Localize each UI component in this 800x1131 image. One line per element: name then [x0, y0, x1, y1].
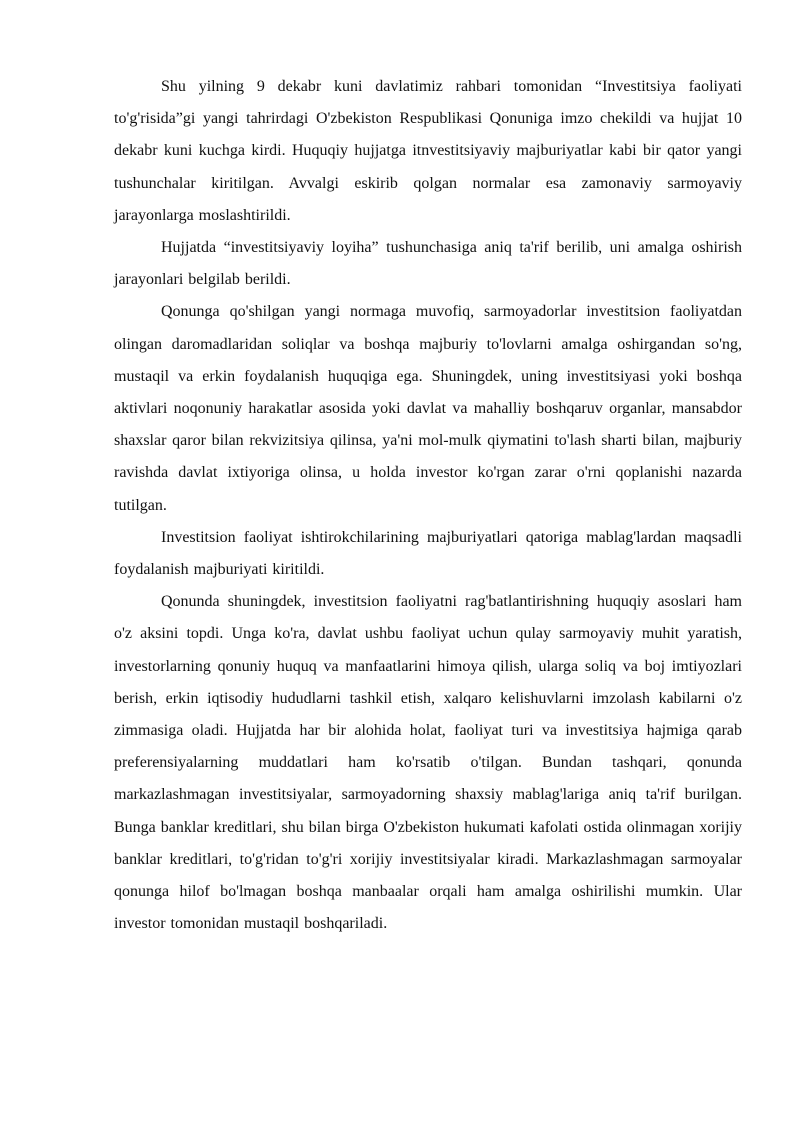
paragraph-legal-incentives: Qonunda shuningdek, investitsion faoliyatni rag'batlantirishning huquqiy asoslari ham o'z aksini topdi. Unga ko'ra, davlat ushbu faoliyat uchun qulay sarmoyaviy muhit yaratish, investorlarning qonuniy huquq va manfaatlarini himoya qilish, ularga soliq va boj imtiyozlari berish, erkin iqtisodiy hududlarni tashkil etish, xalqaro kelishuvlarni imzolash kabilarni o'z zimmasiga oladi. Hujjatda har bir alohida holat, faoliyat turi va investitsiya hajmiga qarab preferensiyalarning muddatlari ham ko'rsatib o'tilgan. Bundan tashqari, qonunda markazlashmagan investitsiyalar, sarmoyadorning shaxsiy mablag'lariga aniq ta'rif burilgan. Bunga banklar kreditlari, shu bilan birga O'zbekiston hukumati kafolati ostida olinmagan xorijiy banklar kreditlari, to'g'ridan to'g'ri xorijiy investitsiyalar kiradi. Markazlashmagan sarmoyalar qonunga hilof bo'lmagan boshqa manbaalar orqali ham amalga oshirilishi mumkin. Ular investor tomonidan mustaqil boshqariladi.	[114, 593, 742, 933]
paragraph-investment-project: Hujjatda “investitsiyaviy loyiha” tushunchasiga aniq ta'rif berilib, uni amalga oshirish jarayonlari belgilab berildi.	[114, 239, 742, 289]
document-page	[114, 71, 742, 940]
paragraph-participant-obligations: Investitsion faoliyat ishtirokchilarining majburiyatlari qatoriga mablag'lardan maqsadli foydalanish majburiyati kiritildi.	[114, 528, 742, 579]
paragraph-investor-rights: Qonunga qo'shilgan yangi normaga muvofiq, sarmoyadorlar investitsion faoliyatdan olingan daromadlaridan soliqlar va boshqa majburiy to'lovlarni amalga oshirgandan so'ng, mustaqil va erkin foydalanish huquqiga ega. Shuningdek, uning investitsiyasi yoki boshqa aktivlari noqonuniy harakatlar asosida yoki davlat va mahalliy boshqaruv organlar, mansabdor shaxslar qaror bilan rekvizitsiya qilinsa, ya'ni mol-mulk qiymatini to'lash sharti bilan, majburiy ravishda davlat ixtiyoriga olinsa, u holda investor ko'rgan zarar o'rni qoplanishi nazarda tutilgan.	[114, 303, 742, 514]
paragraph-law-signing: Shu yilning 9 dekabr kuni davlatimiz rahbari tomonidan “Investitsiya faoliyati to'g'risida”gi yangi tahrirdagi O'zbekiston Respublikasi Qonuniga imzo chekildi va hujjat 10 dekabr kuni kuchga kirdi. Huquqiy hujjatga itnvestitsiyaviy majburiyatlar kabi bir qator yangi tushunchalar kiritilgan. Avvalgi eskirib qolgan normalar esa zamonaviy sarmoyaviy jarayonlarga moslashtirildi.	[114, 78, 742, 224]
